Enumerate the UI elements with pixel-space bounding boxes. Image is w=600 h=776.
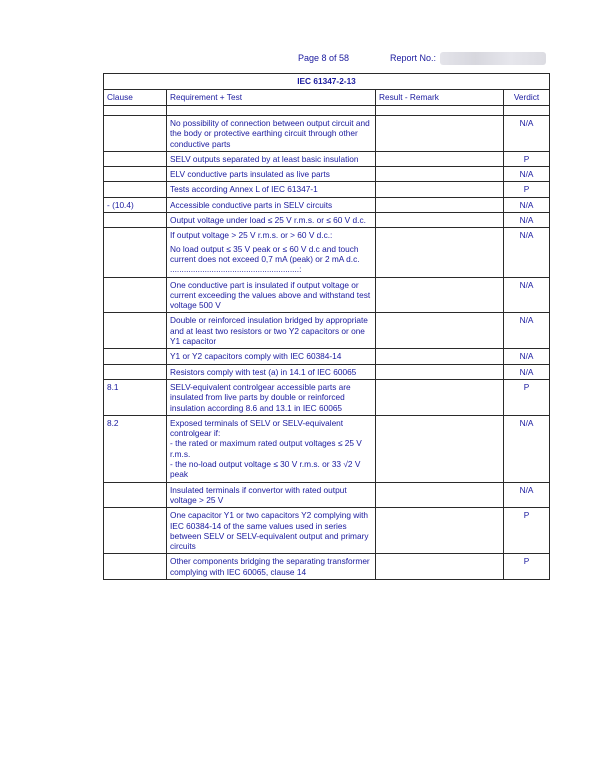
requirement-cell: [167, 482, 376, 508]
requirement-cell: [167, 349, 376, 364]
requirement-text: Resistors comply with test (a) in 14.1 of IEC 60065: [170, 366, 357, 377]
table-title-row: [104, 74, 550, 90]
requirement-text: Accessible conductive parts in SELV circuits: [170, 199, 333, 210]
requirement-text: ELV conductive parts insulated as live parts: [170, 169, 330, 180]
result-remark-cell: [376, 349, 504, 364]
requirement-cell: [167, 197, 376, 212]
clause-cell: [104, 116, 167, 152]
table-row: [104, 228, 550, 277]
page-number: Page 8 of 58: [298, 53, 350, 63]
requirement-text: No load output ≤ 35 V peak or ≤ 60 V d.c and touch current does not exceed 0,7 mA (peak) or 2 mA d.c. ........................................................:: [170, 243, 360, 275]
standard-title: IEC 61347-2-13: [104, 74, 550, 90]
table-row: [104, 167, 550, 182]
requirement-text: Output voltage under load ≤ 25 V r.m.s. or ≤ 60 V d.c.: [170, 215, 366, 226]
verdict-cell: N/A: [504, 197, 550, 212]
column-header-verdict: Verdict: [504, 90, 550, 106]
requirement-cell: [167, 554, 376, 580]
clause-cell: [104, 482, 167, 508]
clause-cell: [104, 349, 167, 364]
spacer-row: [104, 106, 550, 116]
result-remark-cell: [376, 508, 504, 554]
verdict-cell: N/A: [504, 313, 550, 349]
requirement-text: Double or reinforced insulation bridged by appropriate and at least two resistors or two Y2 capacitors or one Y1 capacitor: [170, 315, 368, 347]
table-row: [104, 415, 550, 482]
table-row: [104, 508, 550, 554]
verdict-cell: N/A: [504, 415, 550, 482]
result-remark-cell: [376, 167, 504, 182]
requirement-cell: [167, 116, 376, 152]
page-header: [0, 52, 600, 66]
column-header-requirement: Requirement + Test: [167, 90, 376, 106]
redacted-report-number: [440, 52, 546, 65]
requirement-text: One conductive part is insulated if output voltage or current exceeding the values above and withstand test voltage 500 V: [170, 279, 371, 311]
result-remark-cell: [376, 554, 504, 580]
requirement-text: No possibility of connection between output circuit and the body or protective earthing circuit through other conductive parts: [170, 118, 370, 149]
requirement-text: Y1 or Y2 capacitors comply with IEC 60384-14: [170, 351, 342, 362]
verdict-cell: N/A: [504, 213, 550, 228]
result-remark-cell: [376, 228, 504, 277]
report-number-label: Report No.:: [390, 53, 437, 63]
verdict-cell: N/A: [504, 167, 550, 182]
result-remark-cell: [376, 482, 504, 508]
verdict-cell: N/A: [504, 277, 550, 313]
requirement-cell: [167, 364, 376, 379]
verdict-cell: P: [504, 151, 550, 166]
requirement-cell: [167, 379, 376, 415]
verdict-cell: N/A: [504, 116, 550, 152]
clause-cell: [104, 364, 167, 379]
clause-cell: [104, 554, 167, 580]
requirement-text: Tests according Annex L of IEC 61347-1: [170, 184, 318, 195]
verdict-cell: P: [504, 508, 550, 554]
requirement-cell: [167, 277, 376, 313]
column-header-clause: Clause: [104, 90, 167, 106]
table-row: [104, 349, 550, 364]
requirement-text: One capacitor Y1 or two capacitors Y2 complying with IEC 60384-14 of the same values used in series between SELV or SELV-equivalent output and primary circuits: [170, 510, 369, 552]
verdict-cell: P: [504, 554, 550, 580]
column-header-row: [104, 90, 550, 106]
clause-cell: [104, 167, 167, 182]
requirement-text: Other components bridging the separating transformer complying with IEC 60065, clause 14: [170, 556, 370, 577]
result-remark-cell: [376, 313, 504, 349]
clause-cell: [104, 228, 167, 277]
verdict-cell: N/A: [504, 364, 550, 379]
requirement-text: Exposed terminals of SELV or SELV-equivalent controlgear if:: [170, 417, 344, 439]
requirement-text: - the rated or maximum rated output voltages ≤ 25 V r.m.s.: [170, 438, 362, 459]
result-remark-cell: [376, 364, 504, 379]
clause-cell: 8.2: [104, 415, 167, 482]
clause-cell: [104, 213, 167, 228]
requirement-cell: [167, 151, 376, 166]
clause-cell: [104, 151, 167, 166]
verdict-cell: N/A: [504, 349, 550, 364]
result-remark-cell: [376, 213, 504, 228]
verdict-cell: N/A: [504, 482, 550, 508]
clause-cell: [104, 277, 167, 313]
requirement-cell: [167, 415, 376, 482]
result-remark-cell: [376, 197, 504, 212]
verdict-cell: P: [504, 379, 550, 415]
verdict-cell: P: [504, 182, 550, 197]
table-row: [104, 197, 550, 212]
table-row: [104, 379, 550, 415]
requirement-text: - the no-load output voltage ≤ 30 V r.m.s. or 33 √2 V peak: [170, 459, 361, 480]
requirement-cell: [167, 508, 376, 554]
table-row: [104, 116, 550, 152]
requirement-cell: [167, 213, 376, 228]
table-row: [104, 364, 550, 379]
clause-cell: [104, 313, 167, 349]
requirement-cell: [167, 228, 376, 277]
result-remark-cell: [376, 151, 504, 166]
result-remark-cell: [376, 415, 504, 482]
requirement-cell: [167, 167, 376, 182]
table-row: [104, 213, 550, 228]
requirement-cell: [167, 313, 376, 349]
clause-cell: [104, 182, 167, 197]
result-remark-cell: [376, 116, 504, 152]
result-remark-cell: [376, 379, 504, 415]
table-row: [104, 554, 550, 580]
requirement-text: If output voltage > 25 V r.m.s. or > 60 V d.c.:: [170, 230, 333, 241]
requirements-table: [103, 73, 550, 580]
result-remark-cell: [376, 182, 504, 197]
requirement-text: SELV-equivalent controlgear accessible parts are insulated from live parts by double or reinforced insulation according 8.6 and 13.1 in IEC 60065: [170, 381, 351, 413]
requirement-text: SELV outputs separated by at least basic insulation: [170, 153, 359, 164]
table-row: [104, 482, 550, 508]
clause-cell: 8.1: [104, 379, 167, 415]
clause-cell: [104, 508, 167, 554]
result-remark-cell: [376, 277, 504, 313]
requirement-cell: [167, 182, 376, 197]
verdict-cell: N/A: [504, 228, 550, 277]
column-header-result: Result - Remark: [376, 90, 504, 106]
requirement-text: Insulated terminals if convertor with rated output voltage > 25 V: [170, 484, 347, 505]
table-row: [104, 182, 550, 197]
table-row: [104, 277, 550, 313]
table-row: [104, 151, 550, 166]
table-row: [104, 313, 550, 349]
clause-cell: - (10.4): [104, 197, 167, 212]
